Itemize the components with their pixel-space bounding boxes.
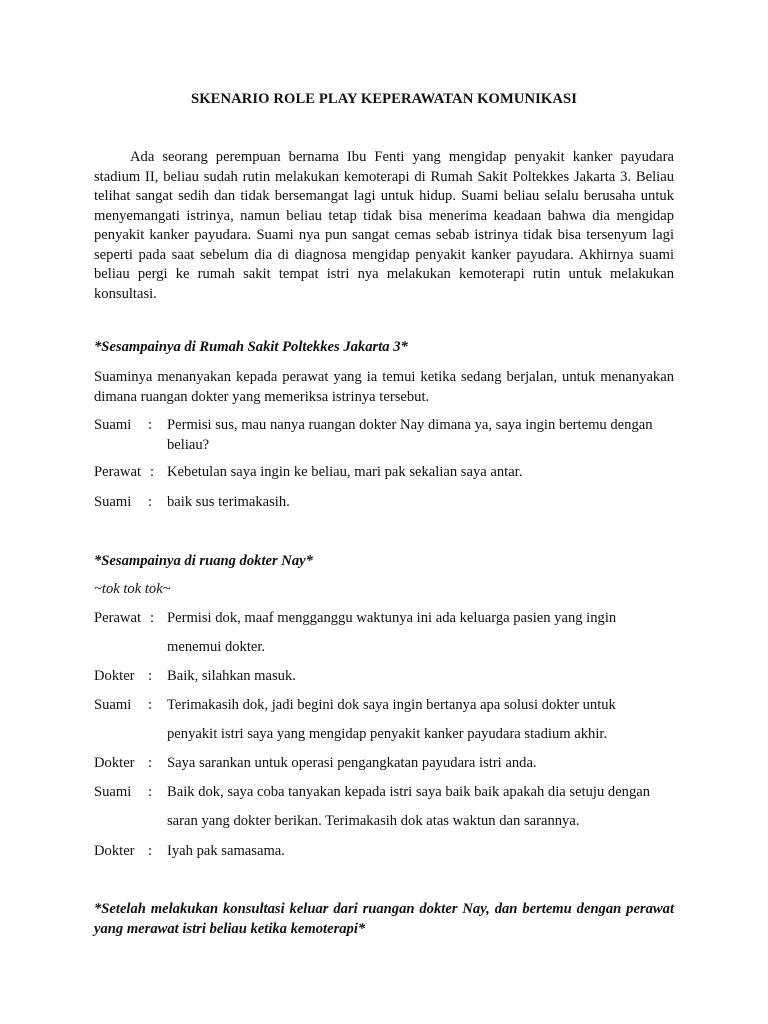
speaker-name: Suami [94, 697, 132, 713]
dialogue-text-continued: penyakit istri saya yang mengidap penyakit kanker payudara stadium akhir. [167, 726, 608, 742]
narration-paragraph: Suaminya menanyakan kepada perawat yang ia temui ketika sedang berjalan, untuk menanyakan dimana ruangan dokter yang memeriksa istrinya tersebut. [94, 369, 674, 405]
speaker-name: Suami [94, 417, 132, 433]
speaker-name: Suami [94, 494, 132, 510]
section-heading-doctor-room: *Sesampainya di ruang dokter Nay* [94, 553, 313, 569]
speaker-colon: : [148, 668, 153, 684]
speaker-name: Dokter [94, 755, 135, 771]
dialogue-text: Kebetulan saya ingin ke beliau, mari pak sekalian saya antar. [167, 464, 523, 480]
speaker-colon: : [148, 417, 153, 433]
speaker-name: Perawat [94, 464, 142, 480]
speaker-colon: : [150, 464, 155, 480]
dialogue-line [94, 416, 674, 456]
dialogue-text: Baik, silahkan masuk. [167, 668, 296, 684]
dialogue-text: Permisi dok, maaf mengganggu waktunya ini ada keluarga pasien yang ingin [167, 610, 617, 626]
speaker-name: Perawat [94, 610, 142, 626]
dialogue-text-continued: menemui dokter. [167, 639, 266, 655]
section-heading-after-consultation: *Setelah melakukan konsultasi keluar dari ruangan dokter Nay, dan bertemu dengan perawat yang merawat istri beliau ketika kemoterapi* [94, 901, 674, 937]
document-title: SKENARIO ROLE PLAY KEPERAWATAN KOMUNIKASI [190, 91, 578, 107]
speaker-colon: : [148, 784, 153, 800]
dialogue-text: Permisi sus, mau nanya ruangan dokter Nay dimana ya, saya ingin bertemu dengan beliau? [167, 417, 653, 453]
dialogue-line [94, 783, 674, 833]
dialogue-line [94, 696, 674, 746]
speaker-colon: : [148, 755, 153, 771]
dialogue-line [94, 609, 674, 659]
speaker-name: Dokter [94, 843, 135, 859]
speaker-name: Dokter [94, 668, 135, 684]
dialogue-text-continued: saran yang dokter berikan. Terimakasih dok atas waktun dan sarannya. [167, 813, 580, 829]
dialogue-text: baik sus terimakasih. [167, 494, 290, 510]
intro-paragraph: Ada seorang perempuan bernama Ibu Fenti yang mengidap penyakit kanker payudara stadium II, beliau sudah rutin melakukan kemoterapi di Rumah Sakit Poltekkes Jakarta 3. Beliau telihat sangat sedih dan tidak bersemangat lagi untuk hidup. Suami beliau selalu berusaha untuk menyemangati istrinya, namun beliau tetap tidak bisa menerima keadaan bahwa dia mengidap penyakit kanker payudara. Suami nya pun sangat cemas sebab istrinya tidak bisa tersenyum lagi seperti pada saat sebelum dia di diagnosa mengidap penyakit kanker payudara. Akhirnya suami beliau pergi ke rumah sakit tempat istri nya melakukan kemoterapi rutin untuk melakukan konsultasi. [94, 149, 674, 302]
section-heading-hospital: *Sesampainya di Rumah Sakit Poltekkes Jakarta 3* [94, 339, 408, 355]
speaker-colon: : [150, 610, 155, 626]
dialogue-text: Iyah pak samasama. [167, 843, 285, 859]
sound-effect: ~tok tok tok~ [94, 581, 171, 597]
dialogue-line [94, 667, 674, 687]
dialogue-line [94, 493, 674, 513]
dialogue-text: Saya sarankan untuk operasi pengangkatan payudara istri anda. [167, 755, 537, 771]
dialogue-text: Terimakasih dok, jadi begini dok saya ingin bertanya apa solusi dokter untuk [167, 697, 616, 713]
dialogue-line [94, 842, 674, 862]
dialogue-line [94, 754, 674, 774]
speaker-name: Suami [94, 784, 132, 800]
speaker-colon: : [148, 494, 153, 510]
speaker-colon: : [148, 697, 153, 713]
dialogue-line [94, 463, 674, 483]
dialogue-text: Baik dok, saya coba tanyakan kepada istri saya baik baik apakah dia setuju dengan [167, 784, 651, 800]
speaker-colon: : [148, 843, 153, 859]
